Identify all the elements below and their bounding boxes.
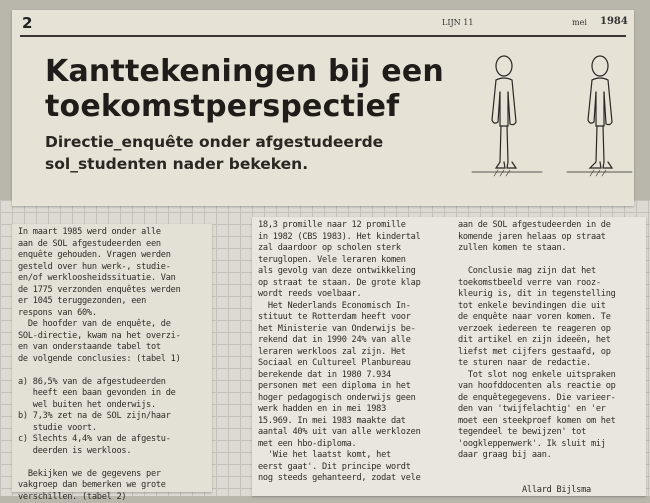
standing-figures-illustration [472, 52, 632, 192]
article-column-3 [458, 220, 616, 496]
column2-line: Het Nederlands Economisch In- [258, 301, 421, 313]
column3-line [458, 462, 616, 474]
column2-line: rekend dat in 1990 24% van alle [258, 335, 421, 347]
article-subtitle [45, 131, 465, 175]
title-line-1: Kanttekeningen bij een [45, 54, 465, 89]
title-line-2: toekomstperspectief [45, 89, 465, 124]
column2-line: personen met een diploma in het [258, 381, 421, 393]
article-column-2 [258, 220, 421, 485]
column2-line: stituut te Rotterdam heeft voor [258, 312, 421, 324]
column1-line: deerden is werkloos. [18, 446, 181, 458]
column1-line: a) 86,5% van de afgestudeerden [18, 377, 181, 389]
column1-line: vakgroep dan bemerken we grote [18, 480, 181, 492]
column2-line: Sociaal en Cultureel Planbureau [258, 358, 421, 370]
column2-line: het Ministerie van Onderwijs be- [258, 324, 421, 336]
column2-line: aantal 40% uit van alle werklozen [258, 427, 421, 439]
column-clipping-right [252, 217, 646, 496]
column1-line: er 1045 teruggezonden, een [18, 296, 181, 308]
column3-line: Allard Bijlsma [458, 485, 616, 497]
article-column-1 [18, 227, 181, 503]
column2-line: op straat te staan. De grote klap [258, 278, 421, 290]
column3-line: van hoofddocenten als reactie op [458, 381, 616, 393]
header-rule [20, 35, 626, 37]
column1-line: respons van 60%. [18, 308, 181, 320]
column1-line: en van onderstaande tabel tot [18, 342, 181, 354]
subtitle-line-1: Directie_enquête onder afgestudeerde [45, 131, 465, 153]
page-number: 2 [22, 14, 32, 32]
column2-line: wordt reeds voelbaar. [258, 289, 421, 301]
column3-line: moet een steekproef komen om het [458, 416, 616, 428]
subtitle-line-2: sol_studenten nader bekeken. [45, 153, 465, 175]
column1-line: de volgende conclusies: (tabel 1) [18, 354, 181, 366]
column1-line: enquête gehouden. Vragen werden [18, 250, 181, 262]
column1-line: de 1775 verzonden enquêtes werden [18, 285, 181, 297]
column2-line: in 1982 (CBS 1983). Het kindertal [258, 232, 421, 244]
column3-line: te sturen naar de redactie. [458, 358, 616, 370]
column1-line: In maart 1985 werd onder alle [18, 227, 181, 239]
column3-line [458, 255, 616, 267]
column2-line: 'Wie het laatst komt, het [258, 450, 421, 462]
column3-line: 'oogkleppenwerk'. Ik sluit mij [458, 439, 616, 451]
column3-line: komende jaren helaas op straat [458, 232, 616, 244]
column1-line [18, 365, 181, 377]
issue-year: 1984 [600, 16, 628, 27]
column1-line: studie voort. [18, 423, 181, 435]
column2-line: met een hbo-diploma. [258, 439, 421, 451]
column2-line: werk hadden en in mei 1983 [258, 404, 421, 416]
column1-line: De hoofder van de enquête, de [18, 319, 181, 331]
column2-line: berekende dat in 1980 7.934 [258, 370, 421, 382]
issue-month: mei [572, 18, 587, 27]
column1-line: Bekijken we de gegevens per [18, 469, 181, 481]
column3-line: zullen komen te staan. [458, 243, 616, 255]
column3-line [458, 473, 616, 485]
column3-line: daar graag bij aan. [458, 450, 616, 462]
column1-line: b) 7,3% zet na de SOL zijn/haar [18, 411, 181, 423]
column3-line: Tot slot nog enkele uitspraken [458, 370, 616, 382]
column3-line: de enquête naar voren komen. Te [458, 312, 616, 324]
column3-line: aan de SOL afgestudeerden in de [458, 220, 616, 232]
column3-line: verzoek iedereen te reageren op [458, 324, 616, 336]
journal-name: LIJN 11 [442, 18, 473, 27]
column3-line: tegendeel te bewijzen' tot [458, 427, 616, 439]
column1-line: aan de SOL afgestudeerden een [18, 239, 181, 251]
column3-line: toekomstbeeld verre van rooz- [458, 278, 616, 290]
column1-line: verschillen. (tabel 2) [18, 492, 181, 503]
column1-line: heeft een baan gevonden in de [18, 388, 181, 400]
column2-line: eerst gaat'. Dit principe wordt [258, 462, 421, 474]
column2-line: als gevolg van deze ontwikkeling [258, 266, 421, 278]
column2-line: teruglopen. Vele leraren komen [258, 255, 421, 267]
column1-line [18, 457, 181, 469]
column-clipping-left [12, 224, 212, 492]
column3-line: dit artikel en zijn ideeën, het [458, 335, 616, 347]
column2-line: leraren werkloos zal zijn. Het [258, 347, 421, 359]
column1-line: SOL-directie, kwam na het overzi- [18, 331, 181, 343]
column1-line: c) Slechts 4,4% van de afgestu- [18, 434, 181, 446]
column2-line: nog steeds gehanteerd, zodat vele [258, 473, 421, 485]
column2-line: zal daardoor op scholen sterk [258, 243, 421, 255]
column1-line: gesteld over hun werk-, studie- [18, 262, 181, 274]
column3-line: de enquêtegegevens. Die varieer- [458, 393, 616, 405]
column3-line: Conclusie mag zijn dat het [458, 266, 616, 278]
column3-line: den van 'twijfelachtig' en 'er [458, 404, 616, 416]
column2-line: hoger pedagogisch onderwijs geen [258, 393, 421, 405]
column3-line: liefst met cijfers gestaafd, op [458, 347, 616, 359]
column2-line: 18,3 promille naar 12 promille [258, 220, 421, 232]
column2-line: 15.969. In mei 1983 maakte dat [258, 416, 421, 428]
column3-line: tot enkele bevindingen die uit [458, 301, 616, 313]
article-title [45, 54, 465, 124]
column1-line: wel buiten het onderwijs. [18, 400, 181, 412]
column3-line: kleurig is, dit in tegenstelling [458, 289, 616, 301]
article-header [12, 10, 634, 206]
column1-line: en/of werkloosheidssituatie. Van [18, 273, 181, 285]
